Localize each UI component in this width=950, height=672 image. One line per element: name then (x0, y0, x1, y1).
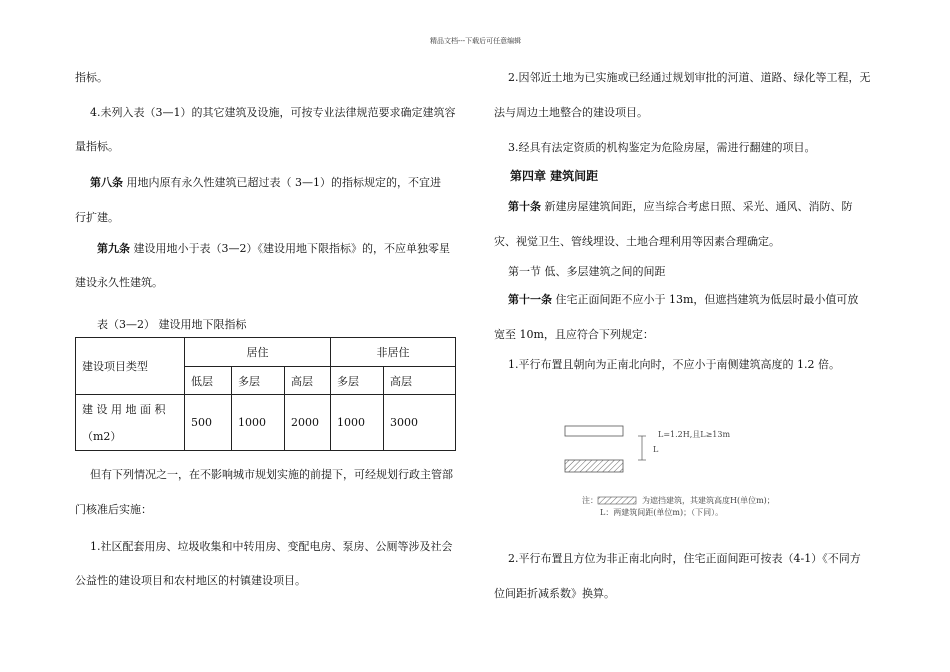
exception1-line2: 公益性的建设项目和农村地区的村镇建设项目。 (75, 574, 306, 587)
article11-label: 第十一条 (508, 293, 552, 306)
sub-high-nonres: 高层 (384, 367, 456, 395)
article9-label: 第九条 (97, 242, 130, 255)
header-project-type: 建设项目类型 (76, 338, 185, 395)
sub-multi-nonres: 多层 (331, 367, 384, 395)
exception1-line1: 1.社区配套用房、垃圾收集和中转用房、变配电房、泵房、公厕等涉及社会 (90, 540, 453, 553)
sub-low-res: 低层 (185, 367, 232, 395)
article8-text: 用地内原有永久性建筑已超过表（ 3—1）的指标规定的，不宜进 (123, 176, 441, 189)
diagram-L-label: L (653, 445, 659, 454)
diagram-note2: L：两建筑间距(单位m)；（下同）。 (600, 508, 724, 517)
left-paragraph-end: 指标。 (75, 71, 108, 84)
header-nonresidential: 非居住 (331, 338, 456, 367)
diagram-note-prefix: 注： (582, 496, 598, 505)
article10-label: 第十条 (508, 200, 541, 213)
article11-line2: 宽至 10m，且应符合下列规定： (494, 328, 654, 341)
rule1: 1.平行布置且朝向为正南北向时，不应小于南侧建筑高度的 1.2 倍。 (508, 358, 840, 371)
article8-line2: 行扩建。 (75, 211, 119, 224)
exception2-line1: 2.因邻近土地为已实施或已经通过规划审批的河道、道路、绿化等工程，无 (508, 71, 871, 84)
article8-label: 第八条 (90, 176, 123, 189)
article11-line1 (508, 291, 858, 307)
rule2-line2: 位间距折减系数》换算。 (494, 587, 615, 600)
article10-line2: 灾、视觉卫生、管线埋设、土地合理利用等因素合理确定。 (494, 235, 780, 248)
exception2-line2: 法与周边土地整合的建设项目。 (494, 106, 648, 119)
legend-hatch-swatch (598, 497, 636, 504)
row-land-area (76, 395, 185, 451)
north-building (565, 426, 623, 436)
value-multi-res: 1000 (232, 395, 285, 451)
chapter-title: 第四章 建筑间距 (510, 169, 599, 183)
article10-line1 (508, 198, 853, 214)
article8-line1 (90, 174, 441, 190)
article11-text: 住宅正面间距不应小于 13m，但遮挡建筑为低层时最小值可放 (552, 293, 859, 306)
left-item4-line2: 量指标。 (75, 140, 119, 153)
rule2-line1: 2.平行布置且方位为非正南北向时，住宅正面间距可按表（4-1）《不同方 (508, 552, 861, 565)
shading-building (565, 460, 623, 472)
article9-line2: 建设永久性建筑。 (75, 276, 163, 289)
article10-text: 新建房屋建筑间距，应当综合考虑日照、采光、通风、消防、防 (541, 200, 853, 213)
row-label-line2: （m2） (82, 429, 122, 443)
value-multi-nonres: 1000 (331, 395, 384, 451)
left-item4-line1: 4.未列入表（3—1）的其它建筑及设施，可按专业法律规范要求确定建筑容 (90, 106, 456, 119)
article9-line1 (97, 240, 450, 256)
sub-multi-res: 多层 (232, 367, 285, 395)
sub-high-res: 高层 (285, 367, 331, 395)
value-high-nonres: 3000 (384, 395, 456, 451)
row-label-line1: 建 设 用 地 面 积 (82, 402, 166, 416)
value-high-res: 2000 (285, 395, 331, 451)
land-limit-table (75, 337, 456, 451)
section1-title: 第一节 低、多层建筑之间的间距 (508, 265, 666, 278)
page-header: 精品文档---下载后可任意编辑 (430, 37, 522, 45)
conditions-line1: 但有下列情况之一，在不影响城市规划实施的前提下，可经规划行政主管部 (90, 468, 453, 481)
conditions-line2: 门核准后实施： (75, 503, 152, 516)
header-residential: 居住 (185, 338, 331, 367)
value-low-res: 500 (185, 395, 232, 451)
diagram-formula: L=1.2H,且L≥13m (658, 430, 731, 439)
table-caption: 表（3—2） 建设用地下限指标 (97, 318, 247, 331)
article9-text: 建设用地小于表（3—2）《建设用地下限指标》的，不应单独零星 (130, 242, 450, 255)
diagram-note1: 为遮挡建筑，其建筑高度H(单位m)； (642, 496, 775, 505)
exception3: 3.经具有法定资质的机构鉴定为危险房屋，需进行翻建的项目。 (508, 141, 816, 154)
